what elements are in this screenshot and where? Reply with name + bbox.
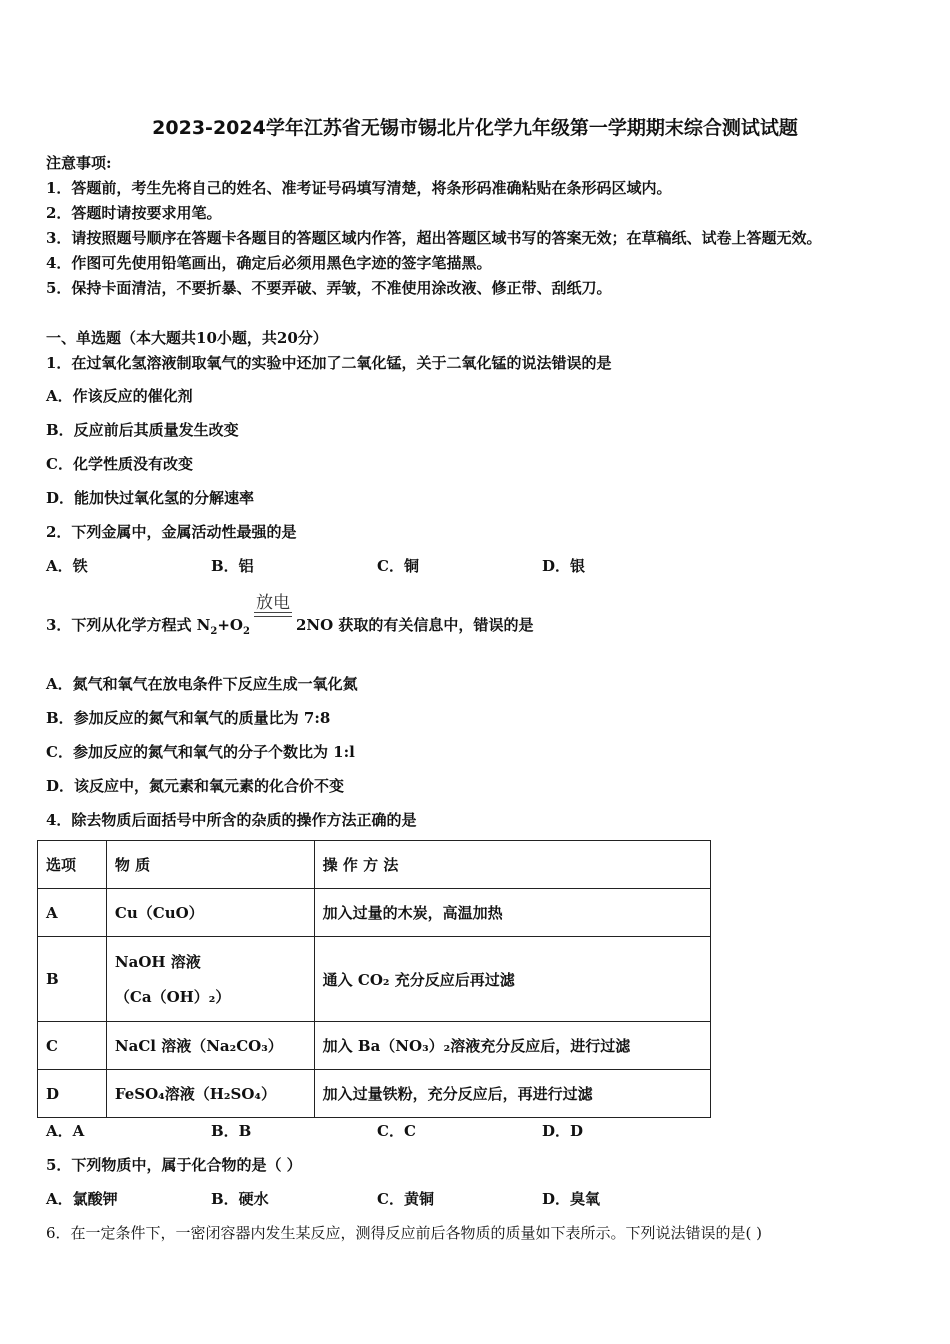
q3-stem-after: 2NO 获取的有关信息中，错误的是 xyxy=(296,616,534,634)
notice-item-5: 5．保持卡面清洁，不要折暴、不要弄破、弄皱，不准使用涂改液、修正带、刮纸刀。 xyxy=(46,279,612,297)
header-method: 操 作 方 法 xyxy=(314,841,710,889)
q1-option-b: B．反应前后其质量发生改变 xyxy=(46,421,239,439)
notice-heading: 注意事项: xyxy=(46,154,112,172)
condition-label: 放电 xyxy=(256,593,290,613)
q2-option-a: A．铁 xyxy=(46,557,88,575)
table-row xyxy=(38,889,711,937)
page-title: 2023-2024学年江苏省无锡市锡北片化学九年级第一学期期末综合测试试题 xyxy=(152,117,798,139)
reaction-condition xyxy=(252,588,294,628)
q4-option-b: B．B xyxy=(211,1122,252,1140)
header-substance: 物 质 xyxy=(106,841,314,889)
row-substance: Cu（CuO） xyxy=(106,889,314,937)
q5-option-b: B．硬水 xyxy=(211,1190,269,1208)
table-row xyxy=(38,1070,711,1118)
q5-option-c: C．黄铜 xyxy=(377,1190,434,1208)
row-option: A xyxy=(38,889,107,937)
row-substance: FeSO₄溶液（H₂SO₄） xyxy=(106,1070,314,1118)
table-row xyxy=(38,937,711,1022)
notice-item-3: 3．请按照题号顺序在答题卡各题目的答题区域内作答，超出答题区域书写的答案无效；在草稿纸、试卷上答题无效。 xyxy=(46,229,822,247)
q1-option-a: A．作该反应的催化剂 xyxy=(46,387,193,405)
q3-sub2: 2 xyxy=(242,626,250,637)
table-row xyxy=(38,1022,711,1070)
q2-stem: 2．下列金属中，金属活动性最强的是 xyxy=(46,523,297,541)
row-method: 加入过量的木炭，高温加热 xyxy=(314,889,710,937)
section-heading: 一、单选题（本大题共10小题，共20分） xyxy=(46,329,328,347)
notice-item-2: 2．答题时请按要求用笔。 xyxy=(46,204,222,222)
q1-option-d: D．能加快过氧化氢的分解速率 xyxy=(46,489,255,507)
q1-option-c: C．化学性质没有改变 xyxy=(46,455,193,473)
q3-stem-before xyxy=(46,614,250,637)
q3-option-d: D．该反应中，氮元素和氧元素的化合价不变 xyxy=(46,777,345,795)
header-option: 选项 xyxy=(38,841,107,889)
q3-stem-text: 3．下列从化学方程式 N xyxy=(46,616,211,634)
q2-option-d: D．银 xyxy=(542,557,586,575)
row-substance-line1: NaOH 溶液 xyxy=(114,953,201,971)
row-option: C xyxy=(38,1022,107,1070)
q5-option-d: D．臭氧 xyxy=(542,1190,601,1208)
q4-option-d: D．D xyxy=(542,1122,584,1140)
q3-option-b: B．参加反应的氮气和氧气的质量比为 7:8 xyxy=(46,709,331,727)
q4-option-a: A．A xyxy=(46,1122,85,1140)
q5-option-a: A．氯酸钾 xyxy=(46,1190,118,1208)
notice-item-4: 4．作图可先使用铅笔画出，确定后必须用黑色字迹的签字笔描黑。 xyxy=(46,254,492,272)
row-substance: NaCl 溶液（Na₂CO₃） xyxy=(106,1022,314,1070)
row-substance xyxy=(106,937,314,1022)
q6-stem: 6．在一定条件下，一密闭容器内发生某反应，测得反应前后各物质的质量如下表所示。下列说法错误的是( ) xyxy=(46,1224,763,1242)
row-method: 加入 Ba（NO₃）₂溶液充分反应后，进行过滤 xyxy=(314,1022,710,1070)
table-header-row xyxy=(38,841,711,889)
notice-item-1: 1．答题前，考生先将自己的姓名、准考证号码填写清楚，将条形码准确粘贴在条形码区域内。 xyxy=(46,179,672,197)
q2-option-b: B．铝 xyxy=(211,557,254,575)
q2-option-c: C．铜 xyxy=(377,557,419,575)
q4-option-c: C．C xyxy=(377,1122,416,1140)
q5-stem: 5．下列物质中，属于化合物的是（ ） xyxy=(46,1156,302,1174)
q3-option-a: A．氮气和氧气在放电条件下反应生成一氧化氮 xyxy=(46,675,358,693)
q4-table xyxy=(37,840,711,1118)
row-substance-line2: （Ca（OH）₂） xyxy=(114,988,231,1006)
q4-stem: 4．除去物质后面括号中所含的杂质的操作方法正确的是 xyxy=(46,811,417,829)
equals-bar-top xyxy=(254,612,292,613)
q3-option-c: C．参加反应的氮气和氧气的分子个数比为 1:l xyxy=(46,743,355,761)
q3-sub1: 2 xyxy=(210,626,218,637)
row-method: 加入过量铁粉，充分反应后，再进行过滤 xyxy=(314,1070,710,1118)
equals-bar-bottom xyxy=(254,616,292,617)
q3-plus: +O xyxy=(217,616,243,634)
row-option: B xyxy=(38,937,107,1022)
q1-stem: 1．在过氧化氢溶液制取氧气的实验中还加了二氧化锰，关于二氧化锰的说法错误的是 xyxy=(46,354,612,372)
row-option: D xyxy=(38,1070,107,1118)
row-method: 通入 CO₂ 充分反应后再过滤 xyxy=(314,937,710,1022)
